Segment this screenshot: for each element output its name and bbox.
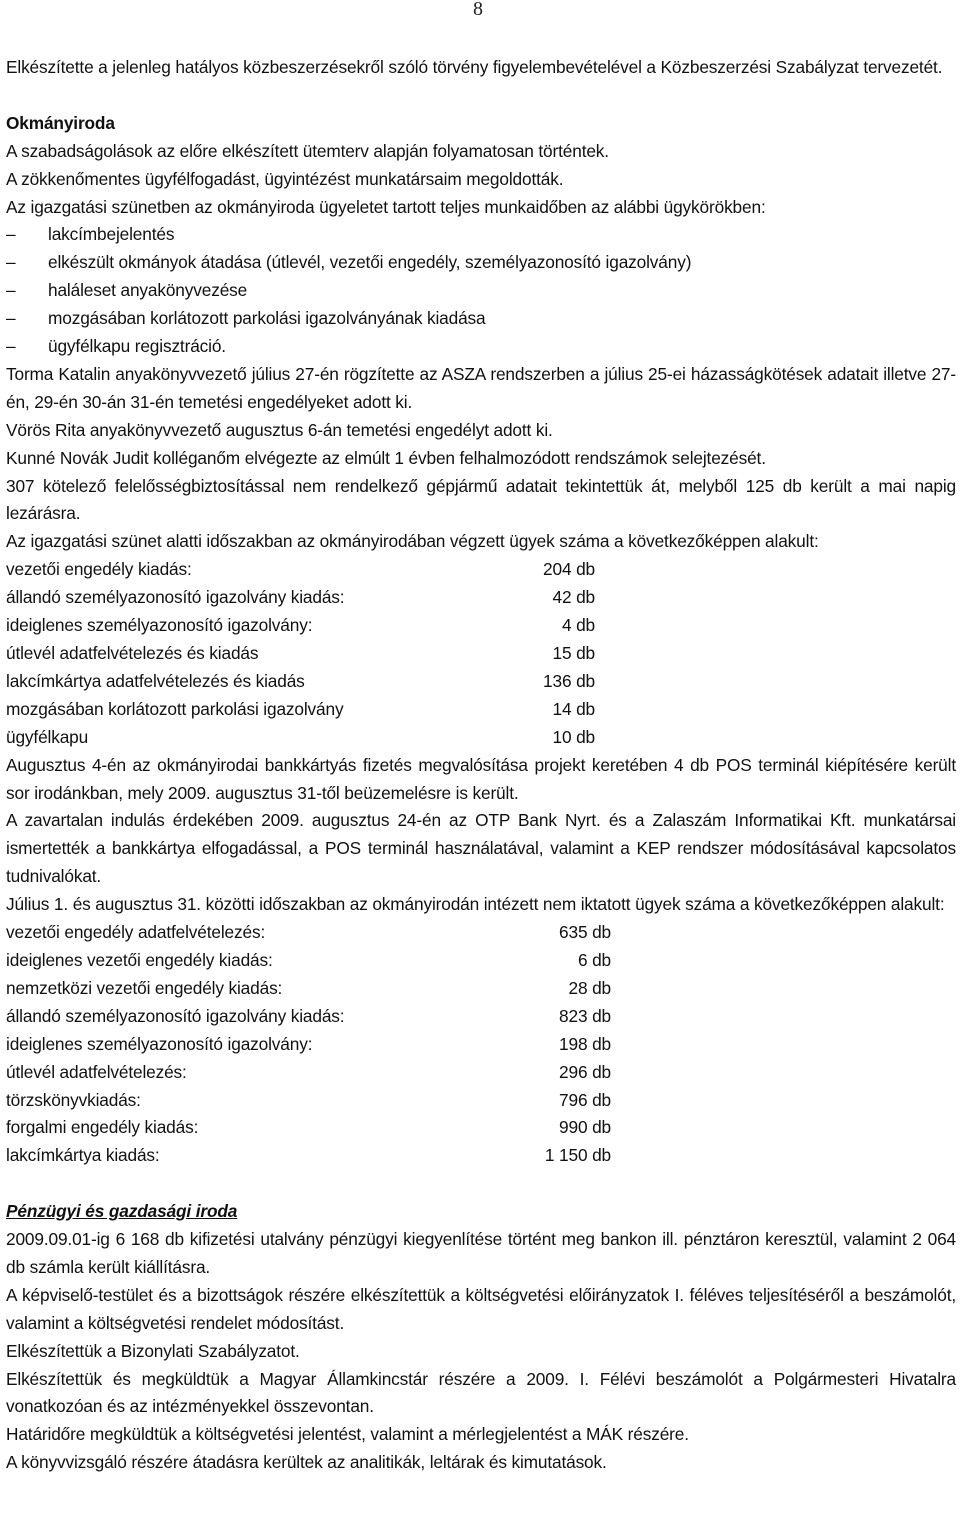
row-value: 823 db [559,1005,611,1026]
paragraph: Vörös Rita anyakönyvvezető augusztus 6-án temetési engedélyt adott ki. [6,419,553,440]
row-value: 296 db [559,1061,611,1082]
spacer [6,82,956,110]
row-value: 136 db [543,670,595,691]
table-row [6,1003,956,1031]
row-label: állandó személyazonosító igazolvány kiadás: [6,587,345,608]
row-label: lakcímkártya kiadás: [6,1145,160,1166]
table-row [6,1059,956,1087]
paragraph: A könyvvizsgáló részére átadásra kerültek az analitikák, leltárak és kimutatások. [6,1452,607,1473]
row-value: 1 150 db [544,1145,611,1166]
list-item [6,277,956,305]
list-item-text: ügyfélkapu regisztráció. [48,336,226,357]
row-value: 635 db [559,922,611,943]
intro-paragraph: Elkészítette a jelenleg hatályos közbeszerzésekről szóló törvény figyelembevételével a Közbeszerzési Szabályzat tervezetét. [6,57,943,77]
paragraph: A zökkenőmentes ügyfélfogadást, ügyintézést munkatársaim megoldották. [6,168,564,189]
row-label: vezetői engedély kiadás: [6,559,192,580]
list-item-text: mozgásában korlátozott parkolási igazolványának kiadása [48,308,486,329]
row-label: törzskönyvkiadás: [6,1089,141,1110]
table-row [6,724,956,752]
table-row [6,947,956,975]
paragraph: Július 1. és augusztus 31. közötti időszakban az okmányirodán intézett nem iktatott ügyek száma a következőképpen alakult: [6,894,945,915]
paragraph: Határidőre megküldtük a költségvetési jelentést, valamint a mérlegjelentést a MÁK részére. [6,1424,689,1445]
paragraph: 307 kötelező felelősségbiztosítással nem rendelkező gépjármű adatait tekintettük át, melyből 125 db került a mai napig lezárásra. [6,475,956,524]
row-value: 15 db [552,643,595,664]
spacer [6,1170,956,1198]
row-value: 6 db [577,949,611,970]
dash-bullet: – [6,308,16,329]
row-label: állandó személyazonosító igazolvány kiadás: [6,1005,345,1026]
paragraph: Kunné Novák Judit kolléganőm elvégezte az elmúlt 1 évben felhalmozódott rendszámok selejtezését. [6,447,766,468]
table-row [6,612,956,640]
row-label: útlevél adatfelvételezés: [6,1061,187,1082]
dash-bullet: – [6,224,16,245]
row-value: 990 db [559,1117,611,1138]
row-label: ideiglenes vezetői engedély kiadás: [6,949,273,970]
row-label: ideiglenes személyazonosító igazolvány: [6,1033,313,1054]
row-value: 42 db [552,587,595,608]
dash-bullet: – [6,252,16,273]
section-heading-okmanyiroda: Okmányiroda [6,112,115,133]
paragraph: 2009.09.01-ig 6 168 db kifizetési utalvány pénzügyi kiegyenlítése történt meg bankon ill. pénztáron keresztül, valamint 2 064 db számla került kiállításra. [6,1229,956,1277]
row-value: 204 db [543,559,595,580]
table-row [6,584,956,612]
paragraph: Augusztus 4-én az okmányirodai bankkártyás fizetés megvalósítása projekt keretében 4 db POS terminál kiépítésére került sor irodánkban, mely 2009. augusztus 31-től beüzemelésre is került. [6,754,956,803]
row-label: lakcímkártya adatfelvételezés és kiadás [6,670,305,691]
document-body [6,54,956,1477]
row-label: vezetői engedély adatfelvételezés: [6,922,266,943]
list-item [6,221,956,249]
row-value: 4 db [561,615,595,636]
row-label: ügyfélkapu [6,726,89,747]
row-value: 28 db [568,977,611,998]
paragraph: A szabadságolások az előre elkészített ütemterv alapján folyamatosan történtek. [6,140,609,161]
page-number: 8 [473,0,483,20]
paragraph: Elkészítettük és megküldtük a Magyar Államkincstár részére a 2009. I. Félévi beszámolót a Polgármesteri Hivatalra vonatkozóan és az intézményekkel összevontan. [6,1368,956,1417]
section-heading-penzugyi: Pénzügyi és gazdasági iroda [6,1201,238,1222]
table-row [6,556,956,584]
list-item-text: lakcímbejelentés [48,224,175,245]
table-row [6,975,956,1003]
row-label: ideiglenes személyazonosító igazolvány: [6,615,313,636]
list-item [6,249,956,277]
row-value: 198 db [559,1033,611,1054]
list-item [6,333,956,361]
list-item [6,305,956,333]
list-item-text: haláleset anyakönyvezése [48,280,248,301]
duty-list [6,221,956,361]
row-value: 796 db [559,1089,611,1110]
paragraph: Az igazgatási szünetben az okmányiroda ügyeletet tartott teljes munkaidőben az alábbi ügykörökben: [6,196,766,217]
row-label: nemzetközi vezetői engedély kiadás: [6,977,283,998]
row-label: forgalmi engedély kiadás: [6,1117,199,1138]
row-value: 10 db [552,726,595,747]
dash-bullet: – [6,280,16,301]
table-row [6,919,956,947]
case-count-table-1 [6,556,956,751]
paragraph: Elkészítettük a Bizonylati Szabályzatot. [6,1340,300,1361]
row-value: 14 db [552,698,595,719]
table-row [6,1114,956,1142]
row-label: útlevél adatfelvételezés és kiadás [6,643,259,664]
table-row [6,640,956,668]
paragraph: Az igazgatási szünet alatti időszakban az okmányirodában végzett ügyek száma a következőképpen alakult: [6,531,819,552]
paragraph: Torma Katalin anyakönyvvezető július 27-én rögzítette az ASZA rendszerben a július 25-ei házasságkötések adatait illetve 27-én, 29-én 30-án 31-én temetési engedélyeket adott ki. [6,363,956,412]
case-count-table-2 [6,919,956,1170]
list-item-text: elkészült okmányok átadása (útlevél, vezetői engedély, személyazonosító igazolvány) [48,252,692,273]
dash-bullet: – [6,336,16,357]
paragraph: A képviselő-testület és a bizottságok részére elkészítettük a költségvetési előirányzatok I. féléves teljesítéséről a beszámolót, valamint a költségvetési rendelet módosítást. [6,1284,956,1333]
table-row [6,668,956,696]
row-label: mozgásában korlátozott parkolási igazolvány [6,698,344,719]
paragraph: A zavartalan indulás érdekében 2009. augusztus 24-én az OTP Bank Nyrt. és a Zalaszám Informatikai Kft. munkatársai ismertették a bankkártya elfogadással, a POS terminál használatával, valamint a KEP rendszer módosításával kapcsolatos tudnivalókat. [6,810,956,887]
table-row [6,1031,956,1059]
table-row [6,1142,956,1170]
table-row [6,1087,956,1115]
table-row [6,696,956,724]
